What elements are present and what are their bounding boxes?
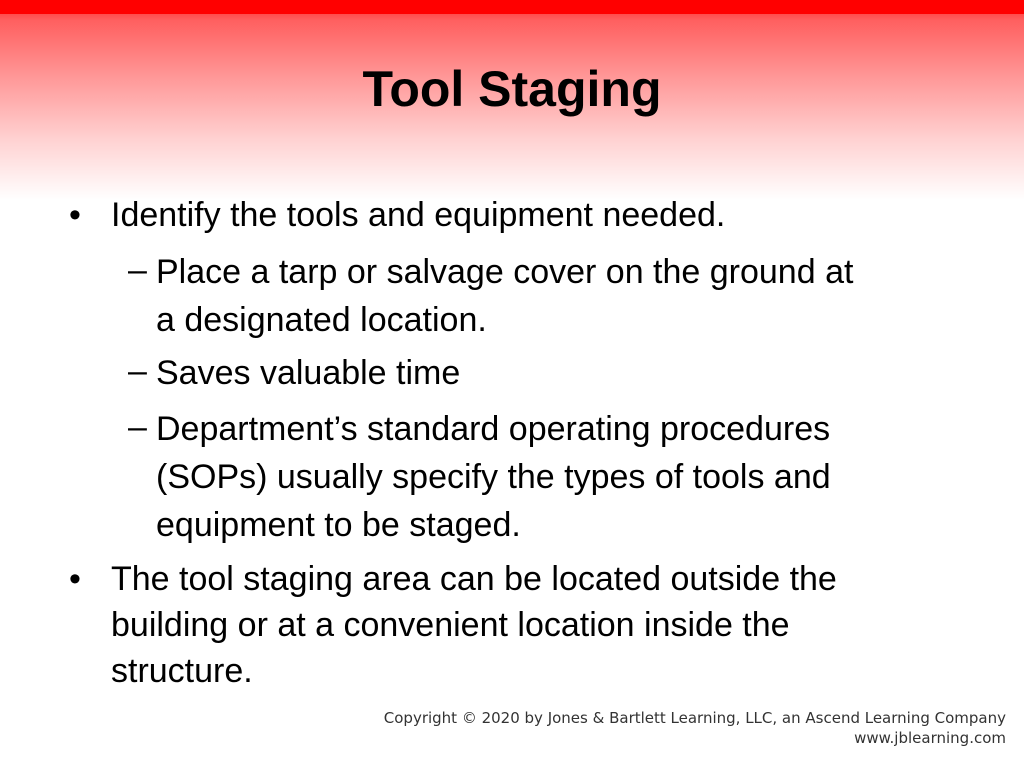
sub-bullet-item-3	[128, 405, 996, 549]
bullet-marker: •	[69, 560, 81, 598]
sub-bullet-line: Saves valuable time	[156, 354, 461, 392]
bullet-marker: •	[69, 196, 81, 234]
sub-bullet-item-2	[128, 349, 996, 397]
sub-bullet-item-1	[128, 248, 996, 344]
bullet-item-1	[69, 192, 971, 238]
copyright-footer	[384, 708, 1006, 748]
slide-title: Tool Staging	[362, 61, 662, 117]
dash-marker: –	[128, 352, 147, 390]
sub-bullet-line: Place a tarp or salvage cover on the ground at	[156, 253, 854, 291]
sub-bullet-line: a designated location.	[156, 301, 487, 339]
copyright-notice: Copyright © 2020 by Jones & Bartlett Learning, LLC, an Ascend Learning Company	[383, 709, 1006, 727]
bullet-line: The tool staging area can be located outside the	[111, 560, 837, 598]
website-link: www.jblearning.com	[854, 729, 1006, 747]
bullet-text: Identify the tools and equipment needed.	[111, 196, 726, 234]
sub-bullet-line: (SOPs) usually specify the types of tools and	[156, 458, 831, 496]
dash-marker: –	[128, 408, 147, 446]
bullet-item-2	[69, 556, 971, 694]
sub-bullet-line: equipment to be staged.	[156, 506, 521, 544]
bullet-line: building or at a convenient location inside the	[111, 606, 790, 644]
bullet-line: structure.	[111, 652, 253, 690]
sub-bullet-line: Department’s standard operating procedures	[156, 410, 831, 448]
dash-marker: –	[128, 251, 147, 289]
